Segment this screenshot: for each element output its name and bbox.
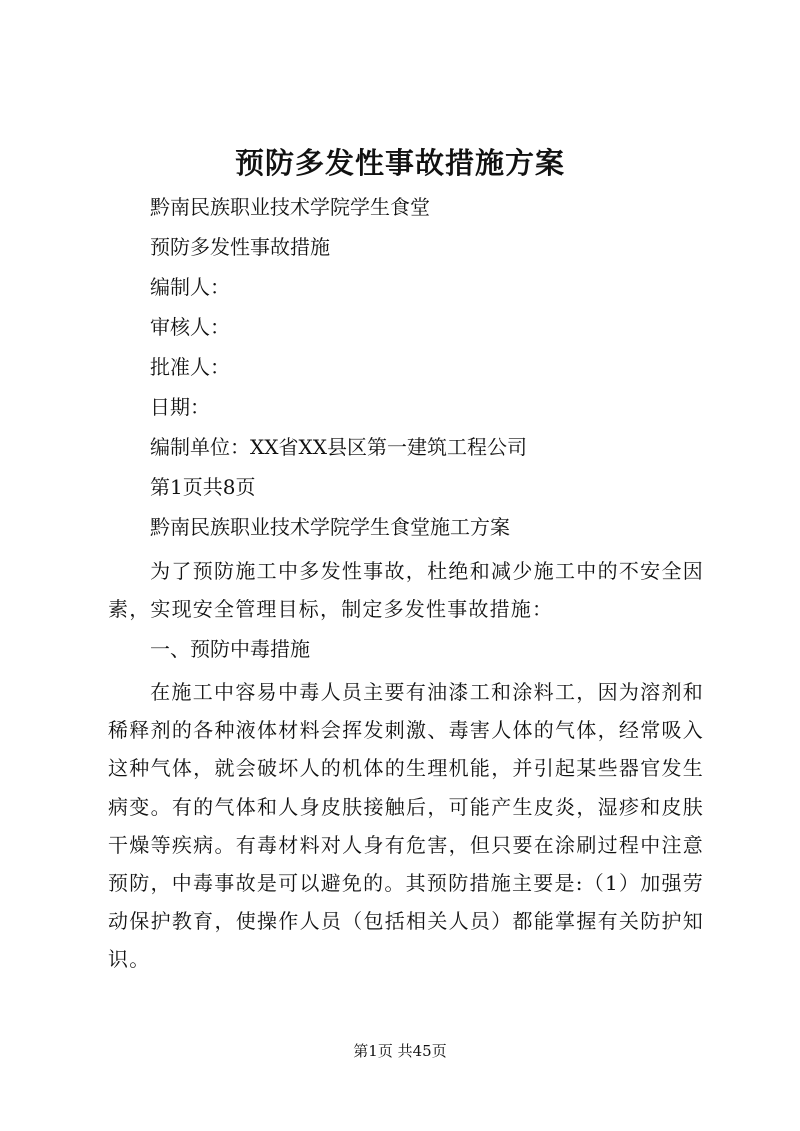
header-line-plan-title: 黔南民族职业技术学院学生食堂施工方案 xyxy=(150,515,510,539)
header-line-date: 日期： xyxy=(150,395,210,419)
header-line-page-count: 第1页共8页 xyxy=(150,475,256,499)
document-title: 预防多发性事故措施方案 xyxy=(234,146,565,180)
intro-paragraph-text: 为了预防施工中多发性事故，杜绝和减少施工中的不安全因素，实现安全管理目标，制定多发性事故措施： xyxy=(108,559,704,622)
header-line-subject: 预防多发性事故措施 xyxy=(150,235,330,259)
header-line-approver: 批准人： xyxy=(150,355,230,379)
intro-paragraph xyxy=(108,552,704,628)
section-paragraph xyxy=(108,673,704,979)
section-paragraph-text: 在施工中容易中毒人员主要有油漆工和涂料工，因为溶剂和稀释剂的各种液体材料会挥发刺激、毒害人体的气体，经常吸入这种气体，就会破坏人的机体的生理机能，并引起某些器官发生病变。有的气体和人身皮肤接触后，可能产生皮炎，湿疹和皮肤干燥等疾病。有毒材料对人身有危害，但只要在涂刷过程中注意预防，中毒事故是可以避免的。其预防措施主要是:（1）加强劳动保护教育，使操作人员（包括相关人员）都能掌握有关防护知识。 xyxy=(108,680,704,972)
page-footer: 第1页 共45页 xyxy=(353,1042,447,1060)
header-line-school: 黔南民族职业技术学院学生食堂 xyxy=(150,195,430,219)
header-line-compiler: 编制人： xyxy=(150,275,230,299)
header-line-reviewer: 审核人： xyxy=(150,315,230,339)
section-heading: 一、预防中毒措施 xyxy=(150,637,310,661)
header-line-org-unit: 编制单位：XX省XX县区第一建筑工程公司 xyxy=(150,435,527,459)
